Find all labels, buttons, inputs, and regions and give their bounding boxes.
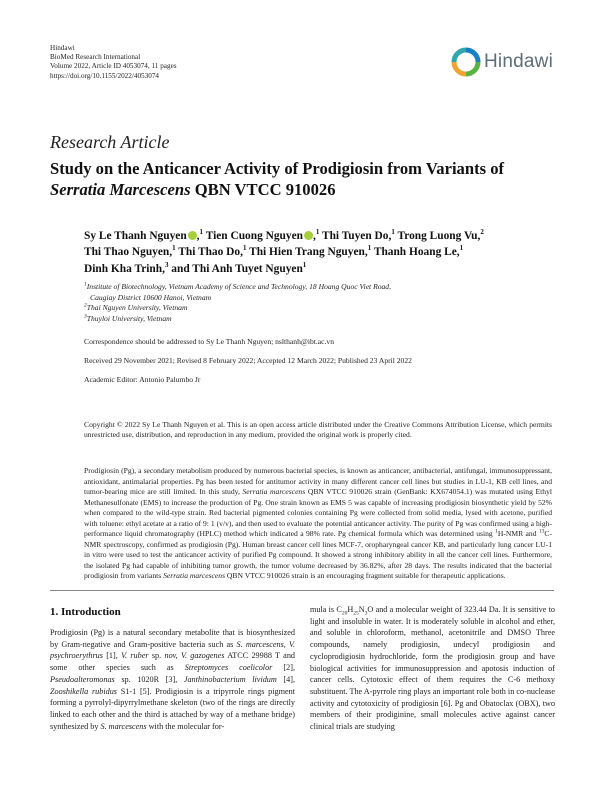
logo-text: Hindawi xyxy=(484,51,553,72)
publication-dates: Received 29 November 2021; Revised 8 February 2022; Accepted 12 March 2022; Published 23 April 2022 xyxy=(84,356,412,365)
journal-name: BioMed Research International xyxy=(50,53,141,62)
title-species: Serratia Marcescens xyxy=(50,180,191,199)
publisher-name: Hindawi xyxy=(50,44,75,52)
affiliation-1: $^1$Institute of Biotechnology, Vietnam Academy of Science and Technology, 18 Hoang Quoc Viet Road, xyxy=(84,281,391,291)
academic-editor: Academic Editor: Antonio Palumbo Jr xyxy=(84,375,201,384)
affiliation-1-cont: Caugiay District 10600 Hanoi, Vietnam xyxy=(90,292,212,302)
author-name[interactable]: Thi Tuyen Do, xyxy=(321,230,392,242)
affiliation-3: $^3$Thuyloi University, Vietnam xyxy=(84,313,172,323)
journal-info xyxy=(50,44,177,81)
abstract: Prodigiosin (Pg), a secondary metabolism produced by numerous bacterial species, is known as anticancer, antibacterial, antifungal, immunosuppressant, antioxidant, antimalarial properties. Pg has been tested for antitumor activity in many different cancer cell lines but studies in LU-1, KB cell lines, and tumor-bearing mice are still limited. In this study, Serratia marcescens QBN VTCC 910026 strain (GenBank: KX674054.1) was mutated using Ethyl Methanesulfonate (EMS) to increase the production of Pg. One strain known as EMS 5 was capable of increasing prodigiosin biosynthetic yield by 52% when compared to the wild-type strain. Red bacterial pigmented colonies containing Pg were collected from solid media, lysed with acetone, purified with toluene: ethyl acetate at a ratio of 9: 1 (v/v), and then used to evaluate the potential anticancer activity. The purity of Pg was confirmed using a high-performance liquid chromatography (HPLC) method which indicated a 98% rate. Pg chemical formula which was determined using $^1$H-NMR and $^{13}$C-NMR spectroscopy, confirmed as prodigiosin (Pg). Human breast cancer cell lines MCF-7, oropharyngeal cancer KB, and particularly lung cancer LU-1 in vitro were used to test the anticancer activity of purified Pg compound. It showed a strong inhibitory ability in all the cancer cell lines. Furthermore, the isolated Pg had capable of inhibiting tumor growth, the tumor volume decreased by 36.82%, after 28 days. The results indicated that the bacterial prodigiosin from variants Serratia marcescens QBN VTCC 910026 strain is an encouraging fragment suitable for therapeutic applications. xyxy=(84,466,552,580)
paper-title xyxy=(50,158,560,200)
author-name[interactable]: Trong Luong Vu, xyxy=(397,230,481,242)
title-line-2 xyxy=(50,179,560,200)
author-name[interactable]: and Thi Anh Tuyet Nguyen xyxy=(171,262,303,275)
volume-line: Volume 2022, Article ID 4053074, 11 pages xyxy=(50,62,177,71)
affiliation-2: $^2$Thai Nguyen University, Vietnam xyxy=(84,302,188,313)
author-name[interactable]: Thi Thao Nguyen, xyxy=(84,246,173,259)
doi-link[interactable]: https://doi.org/10.1155/2022/4053074 xyxy=(50,71,160,80)
orcid-icon[interactable] xyxy=(304,231,313,240)
author-name[interactable]: Thanh Hoang Le, xyxy=(373,246,460,259)
intro-right-column: mula is $C_{20}H_{25}N_3O$ and a molecular weight of 323.44 Da. It is sensitive to light and insoluble in water. It is moderately soluble in alcohol and ether, and soluble in chloroform, methanol, acetonitrile and DMSO Three compounds, namely prodigiosin, undecyl prodigiosin and cycloprodigiosin hydrochloride, form the prodigiosin group and have biological activities for immunosuppression and apotosis induction of cancer cells. Cytotoxic effect of them requires the C-6 methoxy substituent. The A-pyrrole ring plays an important role both in co-nuclease activity and cytotoxicity of prodigiosin [6]. Pg and Obatoclax (OBX), two members of their prodiginine, small molecules active against cancer clinical trials are studying xyxy=(310,605,555,732)
correspondence: Correspondence should be addressed to Sy Le Thanh Nguyen; nslthanh@ibt.ac.vn xyxy=(84,337,335,346)
orcid-icon[interactable] xyxy=(188,231,197,240)
author-name[interactable]: Dinh Kha Trinh, xyxy=(84,262,165,275)
title-strain: QBN VTCC 910026 xyxy=(190,180,336,199)
section-divider xyxy=(50,590,554,591)
hindawi-logo[interactable] xyxy=(451,47,553,77)
copyright-notice: Copyright © 2022 Sy Le Thanh Nguyen et al. This is an open access article distributed under the Creative Commons Attribution License, which permits unrestricted use, distribution, and reproduction in any medium, provided the original work is properly cited. xyxy=(84,420,552,440)
author-name[interactable]: Thi Thao Do, xyxy=(178,246,243,259)
author-name[interactable]: Thi Hien Trang Nguyen, xyxy=(249,246,368,259)
section-heading-introduction: 1. Introduction xyxy=(50,606,121,618)
intro-left-column: Prodigiosin (Pg) is a natural secondary metabolite that is biosynthesized by Gram-negative and Gram-positive bacteria such as S. marcescens, V. psychroerythrus [1], V. ruber sp. nov, V. gazogenes ATCC 29988 T and some other species such as Streptomyces coelicolor [2], Pseudoalteromonas sp. 1020R [3], Janthinobacterium lividum [4], Zooshikella rubidus S1-1 [5]. Prodigiosin is a tripyrrole rings pigment forming a pyrrolyl-dipyrrylmethane skeleton (two of the rings are directly linked to each other and the third is attached by way of a methane bridge) synthesized by S. marcescens with the molecular for- xyxy=(50,628,296,731)
title-line-1: Study on the Anticancer Activity of Prodigiosin from Variants of xyxy=(50,159,505,178)
author-name[interactable]: Sy Le Thanh Nguyen xyxy=(84,230,187,242)
hindawi-logo-icon xyxy=(451,47,481,77)
author-list: Sy Le Thanh Nguyen ,$^1$ Tien Cuong Nguyen ,$^1$ Thi Tuyen Do,$^1$ Trong Luong Vu,$^2$ Thi Thao Nguyen,$^1$ Thi Thao Do,$^1$ Thi Hien Trang Nguyen,$^1$ Thanh Hoang Le,$^1$ Dinh Kha Trinh,$^3$ and Thi Anh Tuyet Nguyen$^1$ xyxy=(84,228,484,275)
author-name[interactable]: Tien Cuong Nguyen xyxy=(205,230,303,242)
affiliations xyxy=(84,282,544,324)
article-type: Research Article xyxy=(50,132,170,152)
